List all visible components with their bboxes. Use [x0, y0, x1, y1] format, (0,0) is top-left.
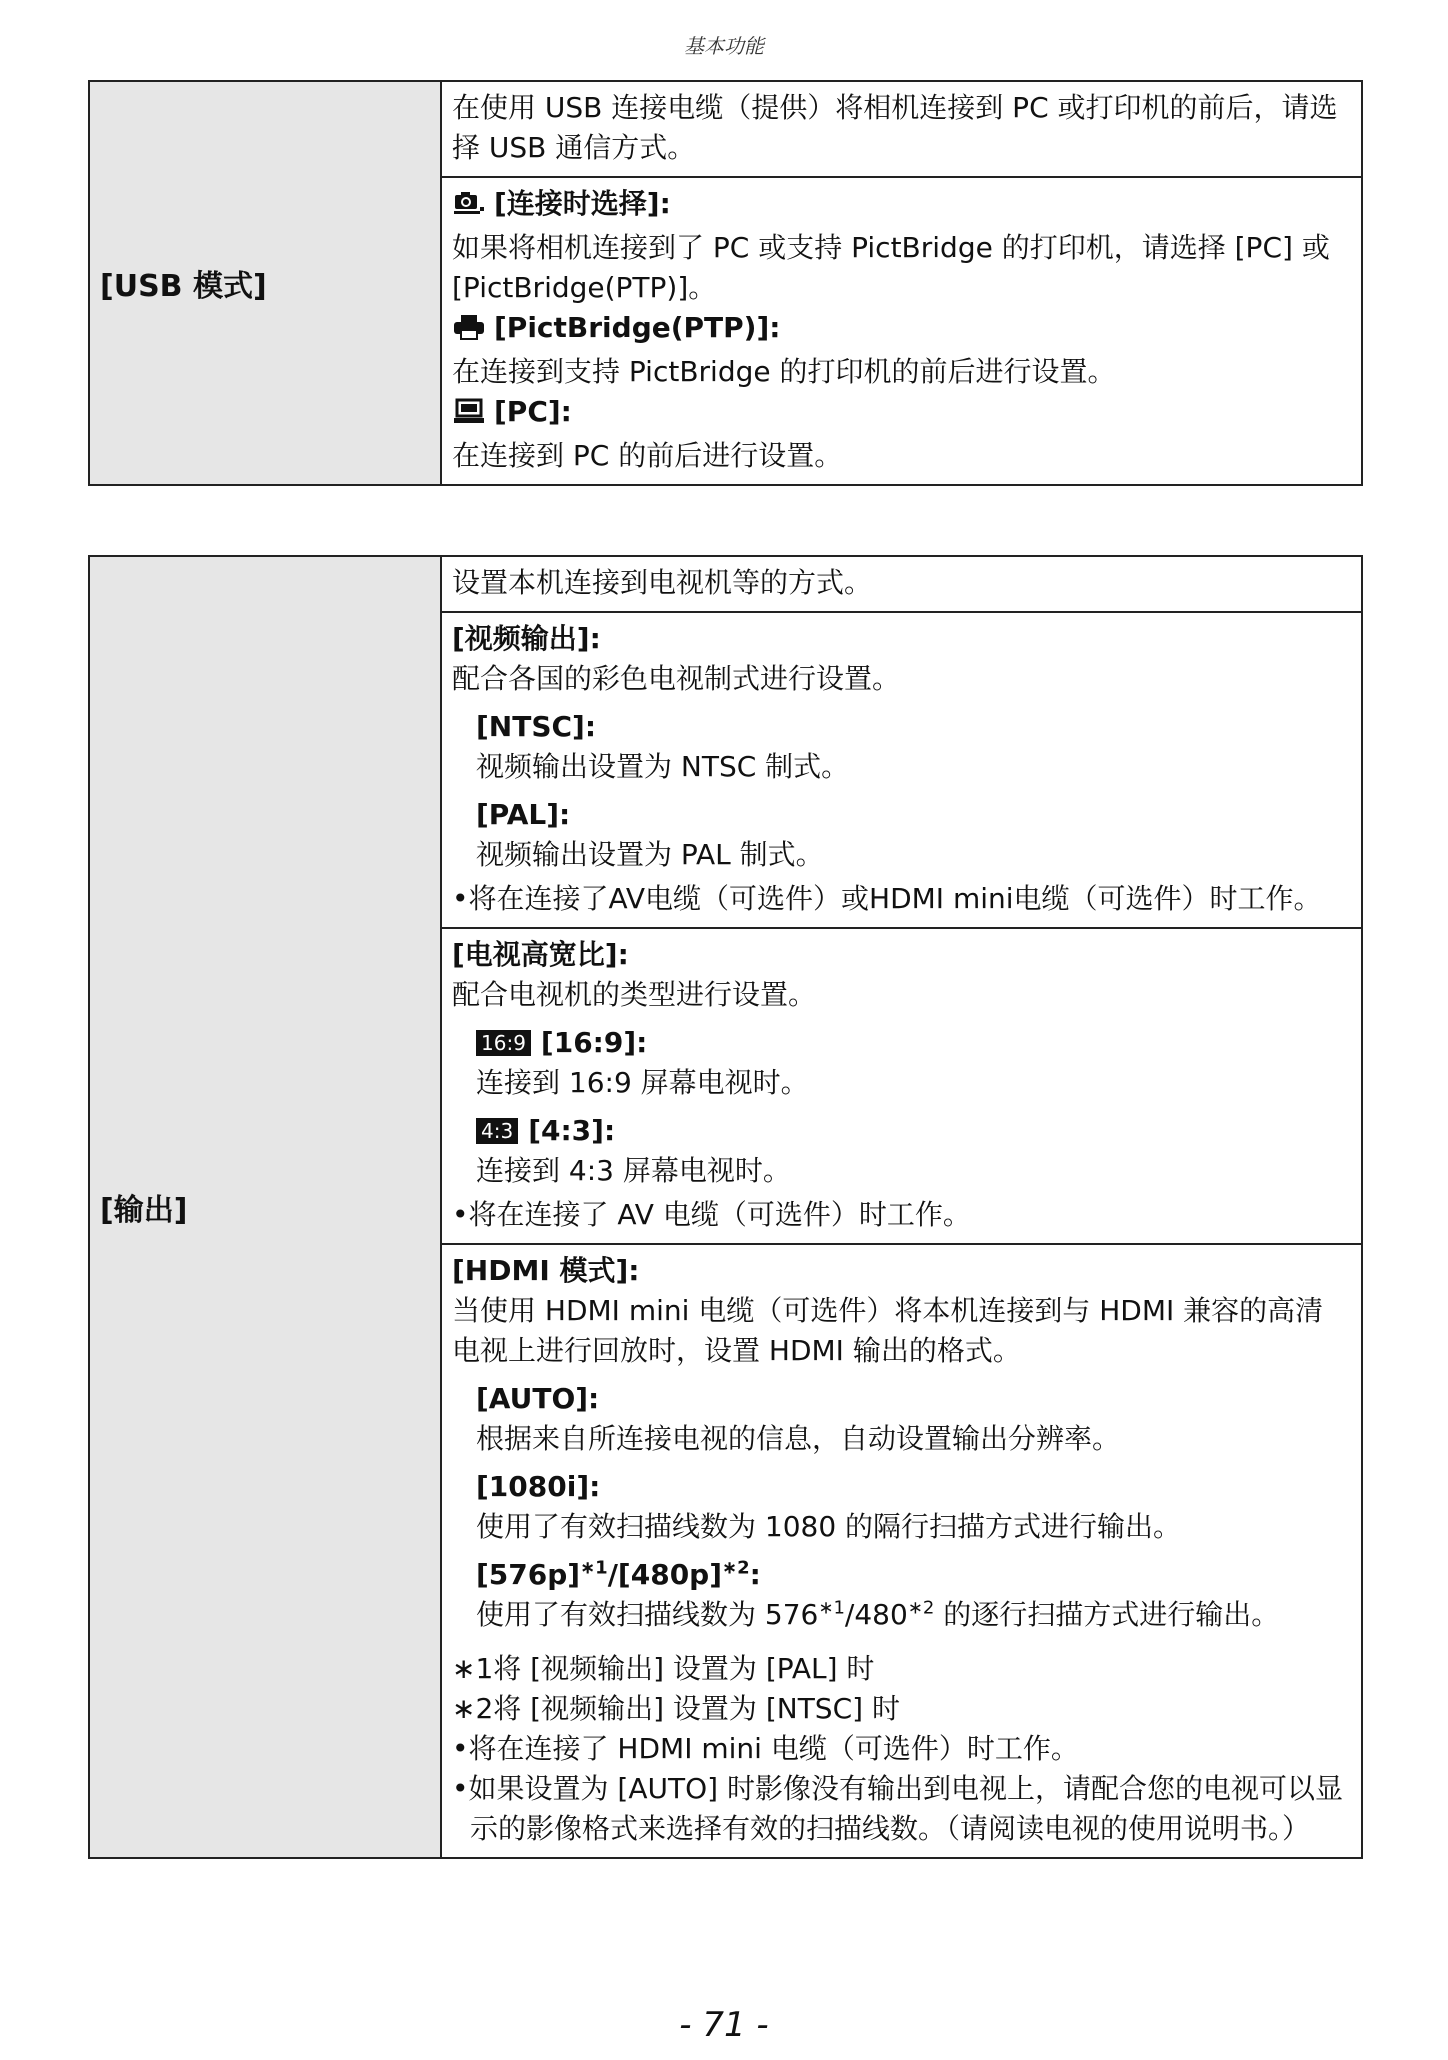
output-label: [输出]	[89, 556, 441, 1858]
hdmi-note-1: •将在连接了 HDMI mini 电缆（可选件）时工作。	[452, 1732, 1079, 1765]
pc-icon	[452, 396, 486, 436]
pal-title: [PAL]:	[476, 798, 571, 831]
aspect-16-9-icon: 16:9	[476, 1030, 531, 1056]
tv-aspect-section	[441, 928, 1362, 1244]
aspect-4-3-icon: 4:3	[476, 1118, 518, 1144]
printer-icon	[452, 312, 486, 352]
select-on-connection-icon	[452, 188, 486, 228]
video-output-note: •将在连接了AV电缆（可选件）或HDMI mini电缆（可选件）时工作。	[452, 882, 1322, 915]
usb-option-title: [PictBridge(PTP)]:	[452, 308, 1351, 352]
hdmi-auto-desc: 根据来自所连接电视的信息，自动设置输出分辨率。	[476, 1422, 1121, 1455]
tv-aspect-desc: 配合电视机的类型进行设置。	[452, 978, 817, 1011]
hdmi-footnote-2: ∗2将 [视频输出] 设置为 [NTSC] 时	[452, 1692, 900, 1725]
video-output-title: [视频输出]:	[452, 622, 601, 655]
usb-mode-table	[88, 80, 1363, 486]
usb-option-title: [PC]:	[452, 392, 1351, 436]
tv-aspect-note: •将在连接了 AV 电缆（可选件）时工作。	[452, 1198, 971, 1231]
page-number: - 71 -	[679, 2005, 769, 2045]
hdmi-1080i-title: [1080i]:	[476, 1470, 601, 1503]
usb-option-desc: 如果将相机连接到了 PC 或支持 PictBridge 的打印机，请选择 [PC] 或 [PictBridge(PTP)]。	[452, 231, 1330, 304]
output-intro: 设置本机连接到电视机等的方式。	[441, 556, 1362, 612]
usb-mode-intro: 在使用 USB 连接电缆（提供）将相机连接到 PC 或打印机的前后，请选择 USB 通信方式。	[441, 81, 1362, 177]
hdmi-auto-title: [AUTO]:	[476, 1382, 600, 1415]
aspect-16-9-desc: 连接到 16:9 屏幕电视时。	[476, 1066, 809, 1099]
tv-aspect-title: [电视高宽比]:	[452, 938, 629, 971]
video-output-section	[441, 612, 1362, 928]
ntsc-title: [NTSC]:	[476, 710, 597, 743]
usb-option-desc: 在连接到支持 PictBridge 的打印机的前后进行设置。	[452, 355, 1116, 388]
usb-option-desc: 在连接到 PC 的前后进行设置。	[452, 439, 843, 472]
video-output-options	[452, 707, 1351, 875]
video-output-desc: 配合各国的彩色电视制式进行设置。	[452, 662, 901, 695]
hdmi-mode-desc: 当使用 HDMI mini 电缆（可选件）将本机连接到与 HDMI 兼容的高清电视上进行回放时，设置 HDMI 输出的格式。	[452, 1294, 1324, 1367]
hdmi-note-2: •如果设置为 [AUTO] 时影像没有输出到电视上，请配合您的电视可以显示的影像格式来选择有效的扫描线数。（请阅读电视的使用说明书。）	[452, 1772, 1343, 1845]
ntsc-desc: 视频输出设置为 NTSC 制式。	[476, 750, 850, 783]
hdmi-footnote-1: ∗1将 [视频输出] 设置为 [PAL] 时	[452, 1652, 875, 1685]
hdmi-1080i-desc: 使用了有效扫描线数为 1080 的隔行扫描方式进行输出。	[476, 1510, 1182, 1543]
usb-mode-label: [USB 模式]	[89, 81, 441, 485]
tv-aspect-options	[452, 1023, 1351, 1191]
page-header: 基本功能	[684, 34, 764, 58]
hdmi-mode-options	[452, 1379, 1351, 1635]
aspect-4-3-desc: 连接到 4:3 屏幕电视时。	[476, 1154, 791, 1187]
hdmi-mode-title: [HDMI 模式]:	[452, 1254, 640, 1287]
aspect-16-9-title: 16:9 [16:9]:	[476, 1023, 1351, 1063]
hdmi-mode-section	[441, 1244, 1362, 1858]
hdmi-576p-480p-desc: 使用了有效扫描线数为 $576^{∗1}/480^{∗2}$ 的逐行扫描方式进行输出。	[476, 1597, 1280, 1631]
usb-option-title: [连接时选择]:	[452, 184, 1351, 228]
usb-mode-options	[441, 177, 1362, 485]
aspect-4-3-title: 4:3 [4:3]:	[476, 1111, 1351, 1151]
output-table	[88, 555, 1363, 1859]
hdmi-576p-480p-title: $[576p]^{∗1}/[480p]^{∗2}$:	[476, 1557, 761, 1591]
pal-desc: 视频输出设置为 PAL 制式。	[476, 838, 824, 871]
